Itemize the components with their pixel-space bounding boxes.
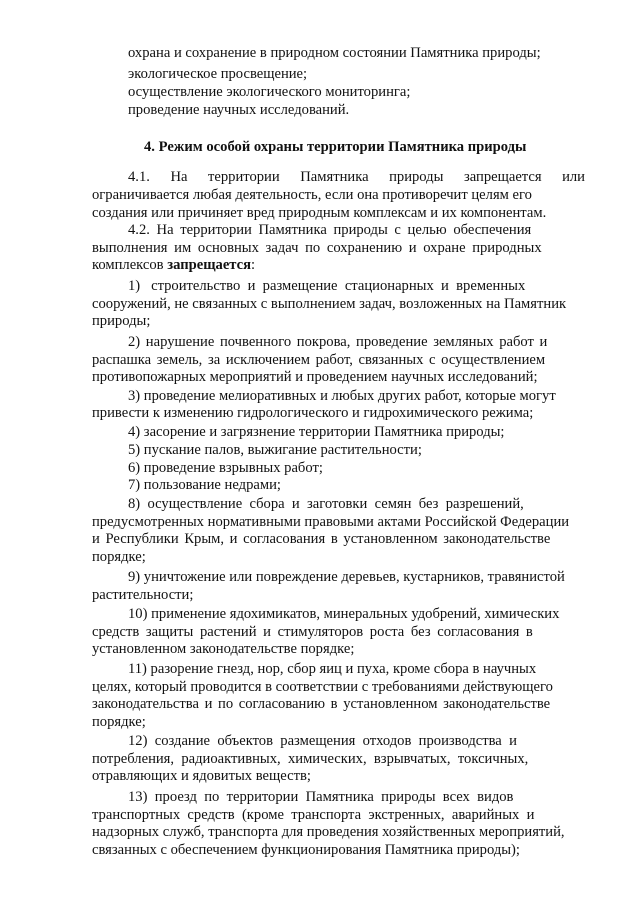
word: Памятника xyxy=(300,169,369,185)
bold-text: запрещается xyxy=(167,257,252,273)
paragraph-4-1-line1 xyxy=(128,170,585,185)
item-line: порядке; xyxy=(92,714,146,730)
word: запрещается xyxy=(463,169,542,185)
paragraph-line: создания или причиняет вред природным комплексам и их компонентам. xyxy=(92,205,547,221)
item-line: законодательства и по согласованию в установленном законодательстве xyxy=(92,696,551,712)
word: или xyxy=(562,169,585,185)
word: 4.1. xyxy=(128,169,150,185)
item-line: сооружений, не связанных с выполнением задач, возложенных на Памятник xyxy=(92,296,567,312)
item-line: и Республики Крым, и согласования в установленном законодательстве xyxy=(92,531,551,547)
item-1: 1) строительство и размещение стационарных и временных xyxy=(128,278,526,294)
paragraph-line: 4.2. На территории Памятника природы с целью обеспечения xyxy=(128,222,532,238)
item-8: 8) осуществление сбора и заготовки семян без разрешений, xyxy=(128,496,524,512)
paragraph-line: выполнения им основных задач по сохранению и охране природных xyxy=(92,240,542,256)
item-line: природы; xyxy=(92,313,151,329)
item-line: растительности; xyxy=(92,587,194,603)
item-line: потребления, радиоактивных, химических, взрывчатых, токсичных, xyxy=(92,751,529,767)
list-line: проведение научных исследований. xyxy=(128,102,350,118)
text: комплексов xyxy=(92,257,164,273)
item-10: 10) применение ядохимикатов, минеральных удобрений, химических xyxy=(128,606,560,622)
item-4: 4) засорение и загрязнение территории Памятника природы; xyxy=(128,424,505,440)
word: территории xyxy=(208,169,280,185)
item-line: противопожарных мероприятий и проведением научных исследований; xyxy=(92,369,538,385)
item-7: 7) пользование недрами; xyxy=(128,477,281,493)
item-line: распашка земель, за исключением работ, связанных с осуществлением xyxy=(92,352,546,368)
list-line: осуществление экологического мониторинга; xyxy=(128,84,411,100)
item-line: предусмотренных нормативными правовыми актами Российской Федерации xyxy=(92,514,570,530)
item-line: надзорных служб, транспорта для проведения хозяйственных мероприятий, xyxy=(92,824,565,840)
item-11: 11) разорение гнезд, нор, сбор яиц и пуха, кроме сбора в научных xyxy=(128,661,537,677)
section-heading: 4. Режим особой охраны территории Памятника природы xyxy=(144,139,527,155)
item-3: 3) проведение мелиоративных и любых других работ, которые могут xyxy=(128,388,556,404)
item-line: связанных с обеспечением функционирования Памятника природы); xyxy=(92,842,520,858)
item-12: 12) создание объектов размещения отходов производства и xyxy=(128,733,517,749)
paragraph-line: ограничивается любая деятельность, если она противоречит целям его xyxy=(92,187,532,203)
item-line: привести к изменению гидрологического и гидрохимического режима; xyxy=(92,405,534,421)
paragraph-line xyxy=(92,258,255,273)
list-line: охрана и сохранение в природном состоянии Памятника природы; xyxy=(128,45,541,61)
item-line: установленном законодательстве порядке; xyxy=(92,641,355,657)
item-line: транспортных средств (кроме транспорта экстренных, аварийных и xyxy=(92,807,535,823)
word: На xyxy=(170,169,188,185)
item-line: отравляющих и ядовитых веществ; xyxy=(92,768,311,784)
item-5: 5) пускание палов, выжигание растительности; xyxy=(128,442,422,458)
word: природы xyxy=(389,169,444,185)
item-13: 13) проезд по территории Памятника природы всех видов xyxy=(128,789,514,805)
text: : xyxy=(251,257,256,273)
list-line: экологическое просвещение; xyxy=(128,66,308,82)
item-2: 2) нарушение почвенного покрова, проведение земляных работ и xyxy=(128,334,548,350)
item-line: порядке; xyxy=(92,549,146,565)
item-6: 6) проведение взрывных работ; xyxy=(128,460,323,476)
item-9: 9) уничтожение или повреждение деревьев, кустарников, травянистой xyxy=(128,569,565,585)
item-line: целях, который проводится в соответствии с требованиями действующего xyxy=(92,679,553,695)
item-line: средств защиты растений и стимуляторов роста без согласования в xyxy=(92,624,533,640)
